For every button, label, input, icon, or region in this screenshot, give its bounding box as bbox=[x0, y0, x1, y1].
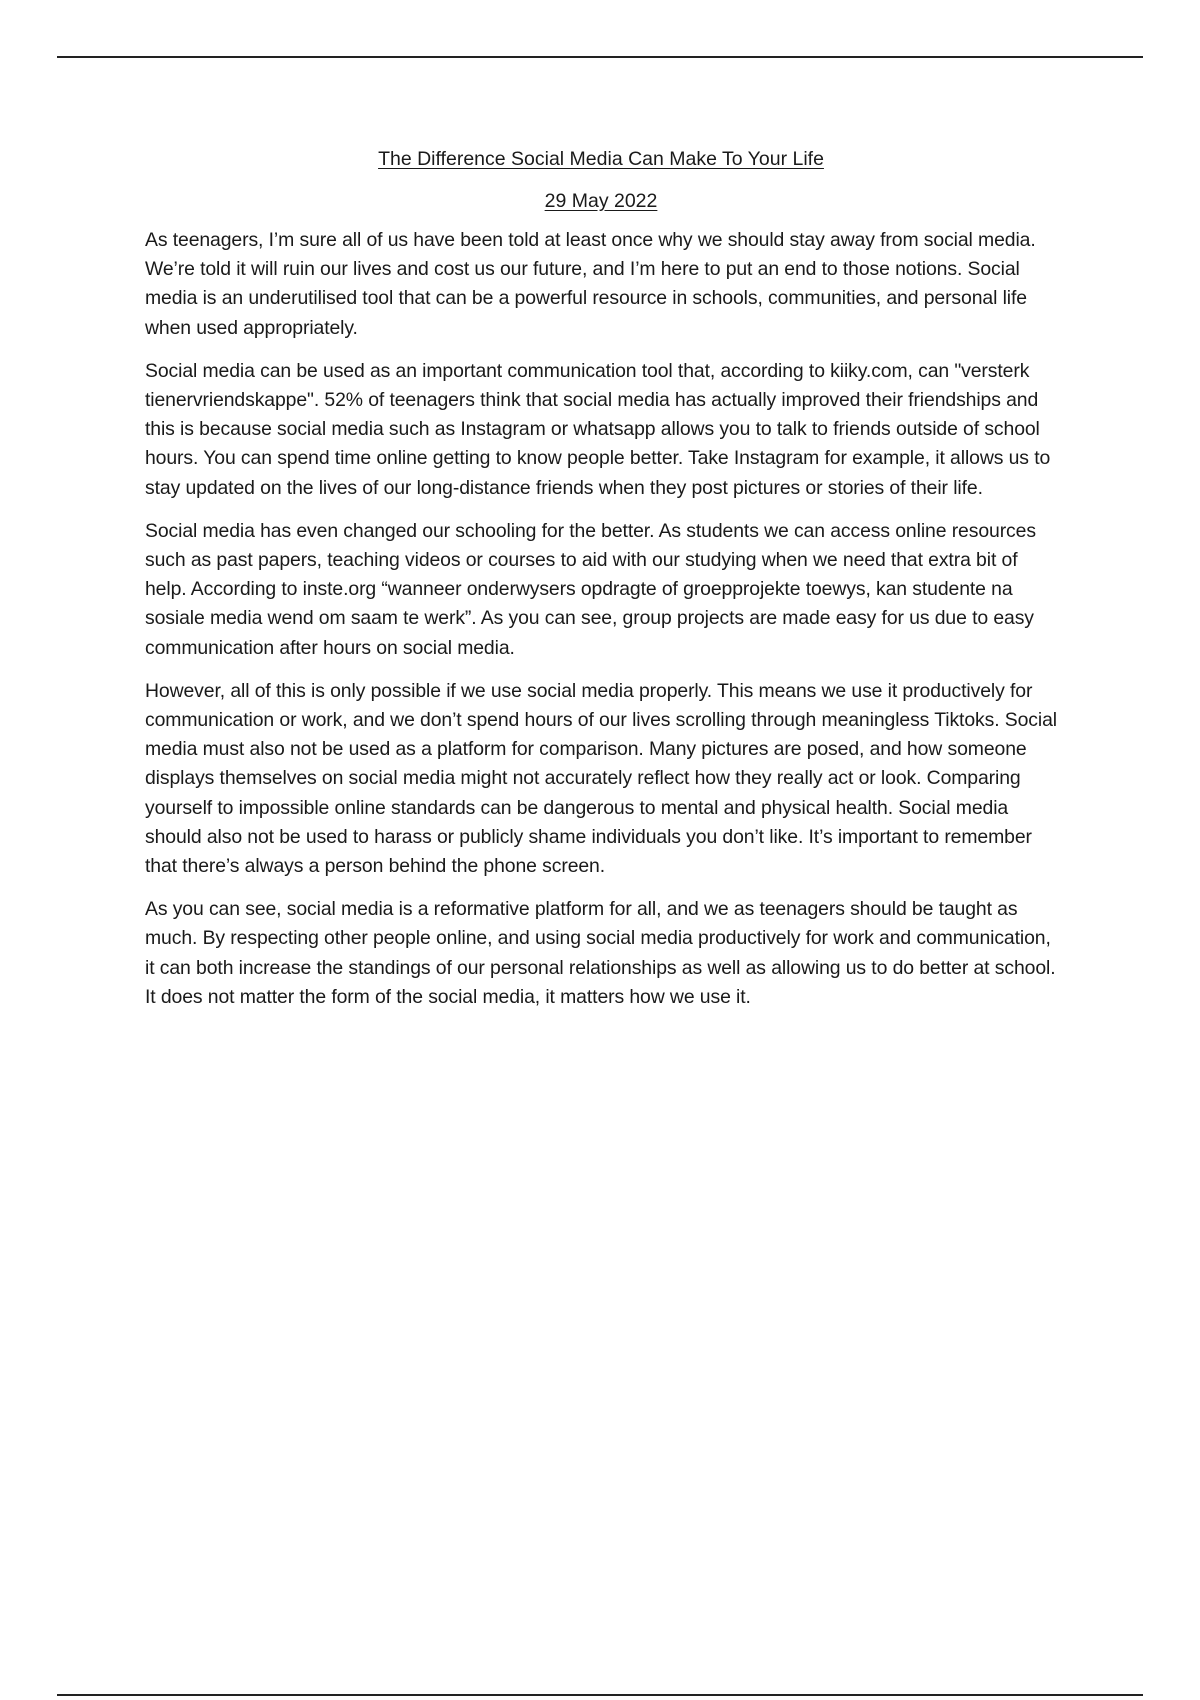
paragraph-1: As teenagers, I’m sure all of us have been told at least once why we should stay away from social media. We’re told it will ruin our lives and cost us our future, and I’m here to put an end to those notions. Social media is an underutilised tool that can be a powerful resource in schools, communities, and personal life when used appropriately. bbox=[145, 229, 1036, 339]
footer-rule bbox=[57, 1694, 1143, 1696]
paragraph-3: Social media has even changed our schooling for the better. As students we can access online resources such as past papers, teaching videos or courses to aid with our studying when we need that extra bit of help. According to inste.org “wanneer onderwysers opdragte of groepprojekte toewys, kan studente na sosiale media wend om saam te werk”. As you can see, group projects are made easy for us due to easy communication after hours on social media. bbox=[145, 519, 1036, 659]
document-title bbox=[145, 144, 1057, 174]
paragraph-2: Social media can be used as an important communication tool that, according to kiiky.com, can "versterk tienervriendskappe". 52% of teenagers think that social media has actually improved their friendships and this is because social media such as Instagram or whatsapp allows you to talk to friends outside of school hours. You can spend time online getting to know people better. Take Instagram for example, it allows us to stay updated on the lives of our long-distance friends when they post pictures or stories of their life. bbox=[145, 359, 1051, 499]
document-date-text: 29 May 2022 bbox=[544, 190, 658, 212]
document-date bbox=[145, 186, 1057, 216]
paragraph-5: As you can see, social media is a reformative platform for all, and we as teenagers should be taught as much. By respecting other people online, and using social media productively for work and communication, it can both increase the standings of our personal relationships as well as allowing us to do better at school. It does not matter the form of the social media, it matters how we use it. bbox=[145, 898, 1056, 1008]
document-body bbox=[145, 144, 1057, 1026]
header-rule bbox=[57, 56, 1143, 58]
paragraph-4: However, all of this is only possible if we use social media properly. This means we use it productively for communication or work, and we don’t spend hours of our lives scrolling through meaningless Tiktoks. Social media must also not be used as a platform for comparison. Many pictures are posed, and how someone displays themselves on social media might not accurately reflect how they really act or look. Comparing yourself to impossible online standards can be dangerous to mental and physical health. Social media should also not be used to harass or publicly shame individuals you don’t like. It’s important to remember that there’s always a person behind the phone screen. bbox=[145, 679, 1057, 878]
document-title-text: The Difference Social Media Can Make To Your Life bbox=[378, 148, 824, 170]
